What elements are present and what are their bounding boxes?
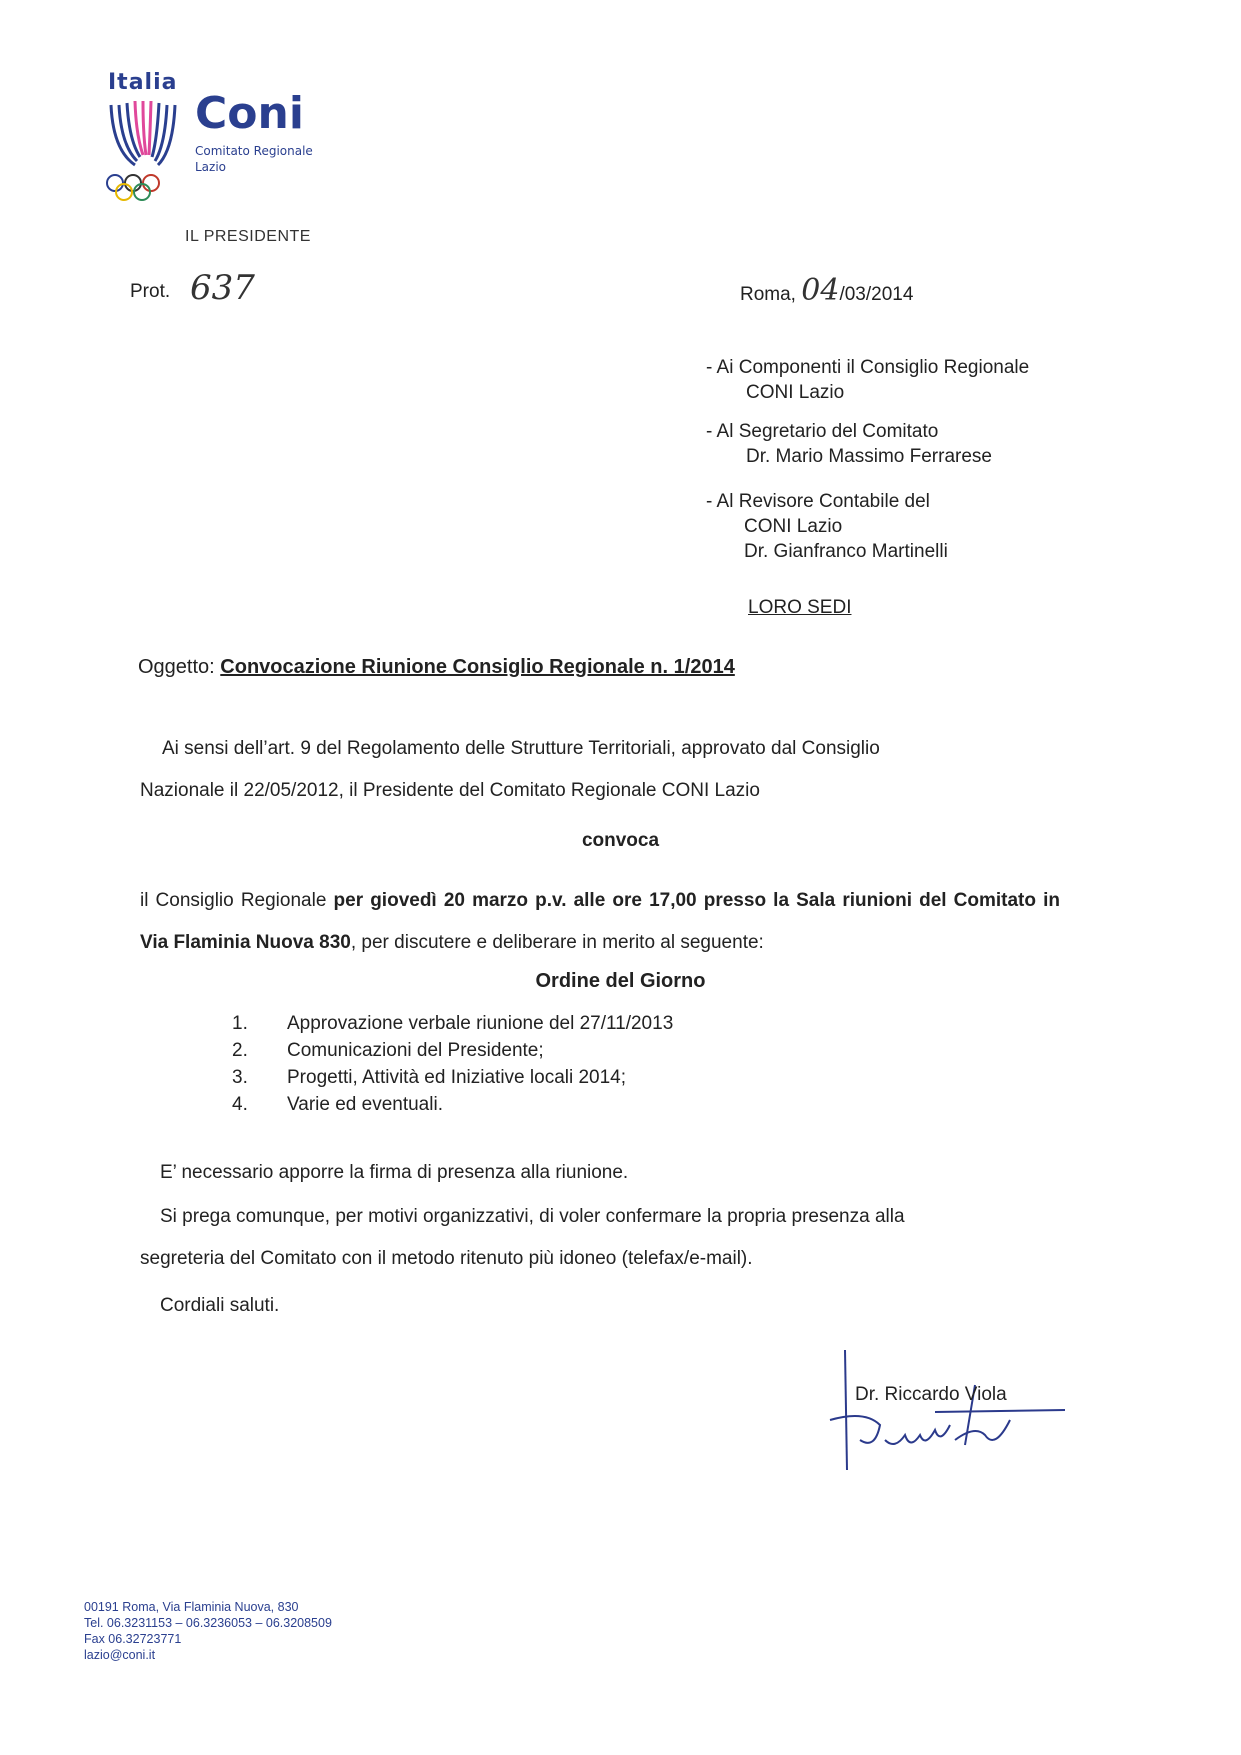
confirmation-line-1: Si prega comunque, per motivi organizzativi, di voler confermare la propria presenza alla (160, 1206, 905, 1227)
footer-contacts (84, 1599, 332, 1663)
footer-email: lazio@coni.it (84, 1648, 156, 1662)
agenda-num: 2. (232, 1040, 248, 1061)
roma-day: 04 (801, 273, 840, 308)
handwritten-signature-icon (825, 1340, 1065, 1480)
logo-coni-text: Coni (195, 88, 304, 139)
agenda-text: Approvazione verbale riunione del 27/11/2013 (287, 1013, 674, 1034)
agenda-num: 1. (232, 1013, 248, 1034)
recipient-line: Dr. Gianfranco Martinelli (744, 541, 948, 562)
confirmation-line-2: segreteria del Comitato con il metodo ritenuto più idoneo (telefax/e-mail). (140, 1248, 753, 1269)
agenda-title: Ordine del Giorno (535, 970, 706, 992)
signer-name: Dr. Riccardo Viola (855, 1384, 1007, 1405)
intro-paragraph (140, 728, 1000, 812)
agenda-num: 4. (232, 1094, 248, 1115)
recipient-line: - Ai Componenti il Consiglio Regionale (706, 357, 1030, 378)
agenda-num: 3. (232, 1067, 248, 1088)
closing-greeting: Cordiali saluti. (160, 1295, 280, 1316)
logo-italia-text: Italia (108, 70, 178, 95)
recipient-item (706, 419, 1029, 469)
presidente-heading: IL PRESIDENTE (185, 228, 311, 245)
footer-address: 00191 Roma, Via Flaminia Nuova, 830 (84, 1600, 299, 1614)
agenda-list (232, 1010, 673, 1118)
meeting-paragraph (140, 880, 1060, 964)
agenda-item (232, 1037, 673, 1064)
subject-line (138, 656, 735, 679)
prot-label: Prot. (130, 281, 171, 302)
agenda-item (232, 1091, 673, 1118)
meeting-text-a: il Consiglio Regionale (140, 890, 334, 911)
recipient-line: CONI Lazio (744, 516, 843, 537)
footer-phone: Tel. 06.3231153 – 06.3236053 – 06.3208509 (84, 1616, 332, 1630)
agenda-text: Progetti, Attività ed Iniziative locali 2014; (287, 1067, 627, 1088)
recipient-line: CONI Lazio (746, 382, 845, 403)
recipient-line: Dr. Mario Massimo Ferrarese (746, 446, 992, 467)
roma-month-year: /03/2014 (839, 284, 914, 305)
agenda-item (232, 1064, 673, 1091)
intro-line-1: Ai sensi dell’art. 9 del Regolamento delle Strutture Territoriali, approvato dal Consiglio (162, 738, 880, 759)
logo-subtitle-1: Comitato Regionale (195, 144, 313, 158)
footer-fax: Fax 06.32723771 (84, 1632, 182, 1646)
confirmation-paragraph (140, 1196, 1045, 1280)
subject-text: Convocazione Riunione Consiglio Regionale n. 1/2014 (220, 656, 735, 678)
recipient-item (706, 355, 1029, 405)
recipient-line: - Al Revisore Contabile del (706, 491, 930, 512)
recipient-line: - Al Segretario del Comitato (706, 421, 939, 442)
agenda-text: Comunicazioni del Presidente; (287, 1040, 544, 1061)
agenda-item (232, 1010, 673, 1037)
prot-number: 637 (190, 268, 255, 308)
date-line (740, 273, 913, 308)
convoca-heading: convoca (581, 830, 660, 851)
logo-subtitle-2: Lazio (195, 160, 227, 174)
coni-logo (105, 70, 335, 210)
recipient-item (706, 489, 1029, 564)
meeting-text-bold: per giovedì 20 marzo p.v. alle ore 17,00 presso la Sala riunioni del Comitato in Via Flaminia Nuova 830 (140, 890, 1060, 953)
intro-line-2: Nazionale il 22/05/2012, il Presidente del Comitato Regionale CONI Lazio (140, 780, 760, 801)
coni-emblem-icon (105, 95, 195, 205)
roma-label: Roma, (740, 284, 796, 305)
recipients-block (706, 355, 1029, 578)
meeting-text-c: , per discutere e deliberare in merito al seguente: (350, 932, 764, 953)
attendance-note: E’ necessario apporre la firma di presenza alla riunione. (160, 1162, 629, 1183)
loro-sedi: LORO SEDI (748, 597, 852, 618)
subject-label: Oggetto: (138, 656, 215, 678)
agenda-text: Varie ed eventuali. (287, 1094, 443, 1115)
